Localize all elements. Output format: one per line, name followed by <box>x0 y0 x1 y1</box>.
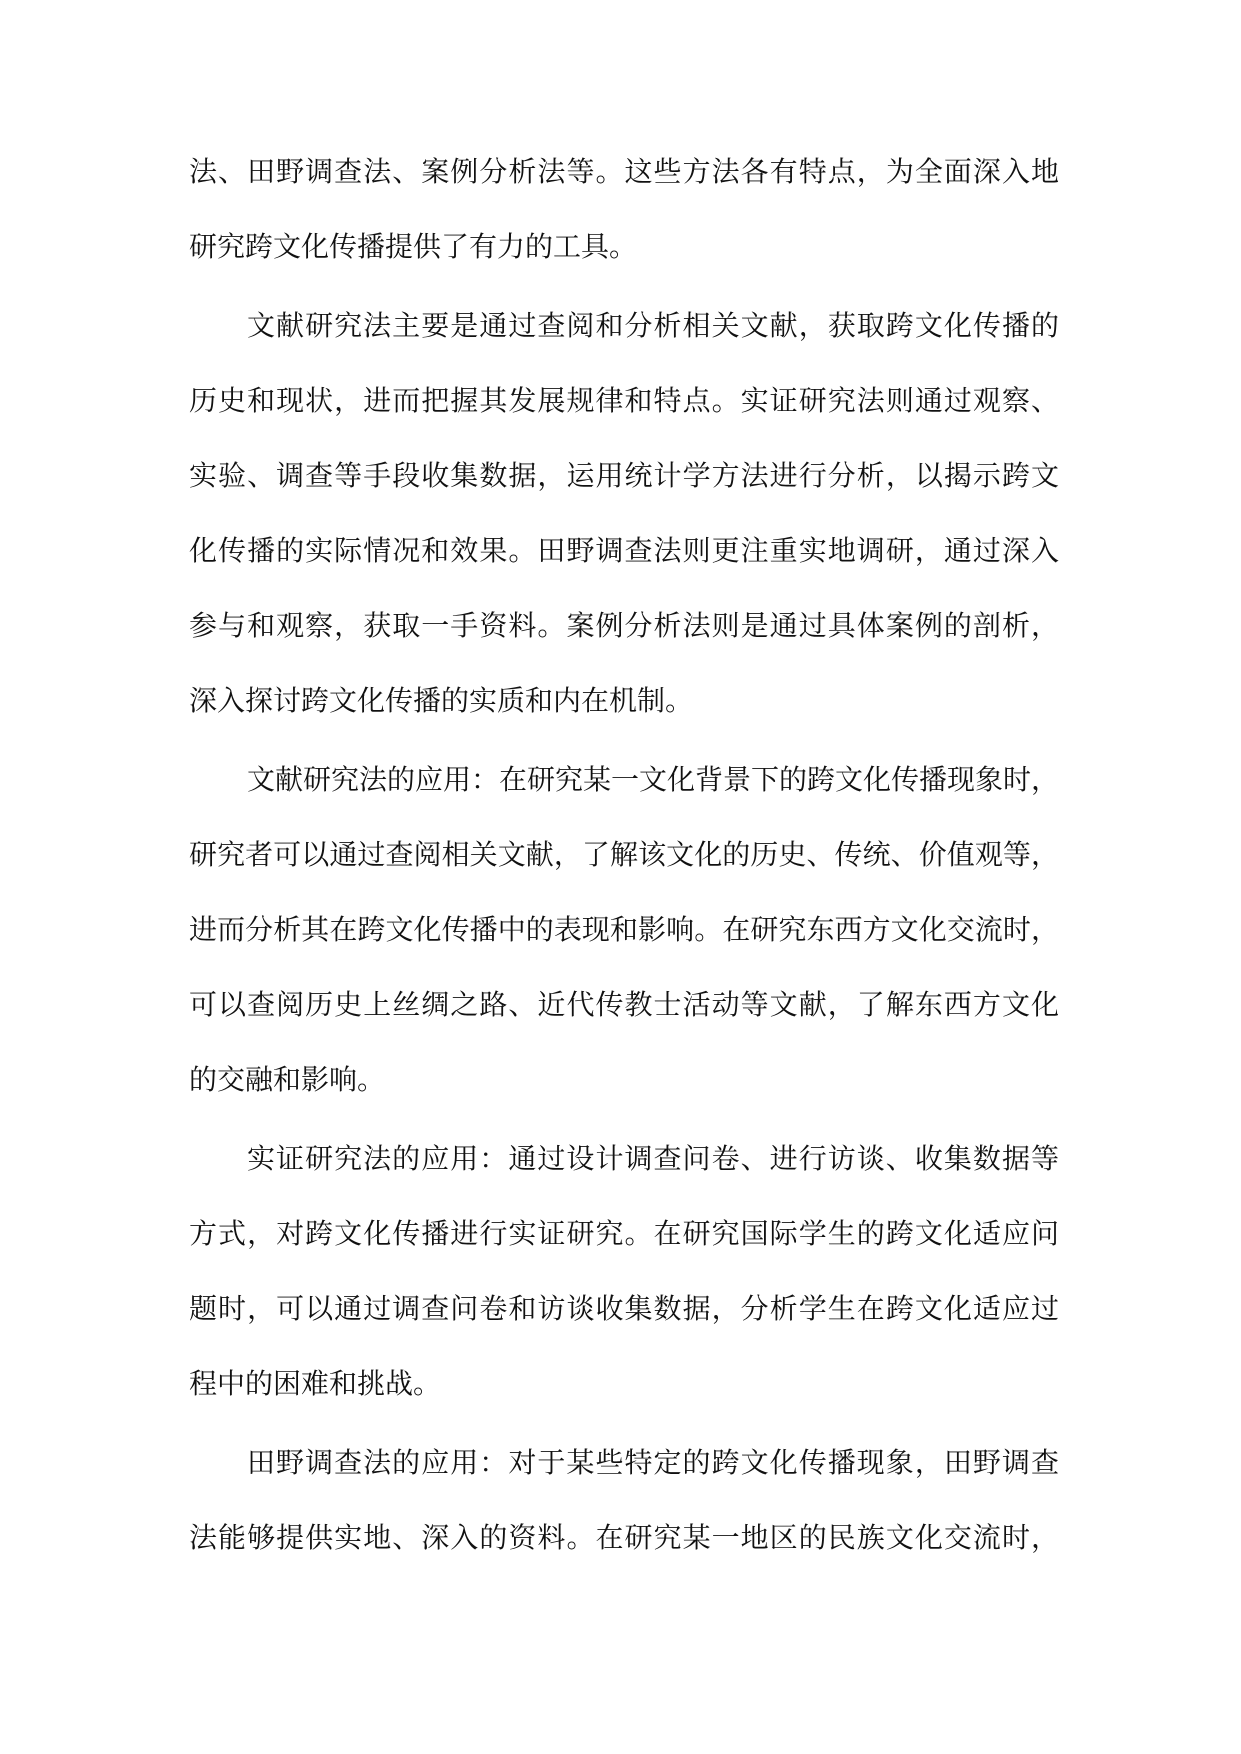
paragraph <box>189 742 1059 1117</box>
text-line: 化传播的实际情况和效果。田野调查法则更注重实地调研，通过深入 <box>189 534 1059 567</box>
text-line: 深入探讨跨文化传播的实质和内在机制。 <box>189 684 694 717</box>
text-line: 题时，可以通过调查问卷和访谈收集数据，分析学生在跨文化适应过 <box>189 1292 1059 1325</box>
text-line: 的交融和影响。 <box>189 1063 386 1096</box>
text-line: 程中的困难和挑战。 <box>189 1367 442 1400</box>
text-line: 文献研究法主要是通过查阅和分析相关文献，获取跨文化传播的 <box>247 309 1059 342</box>
text-line: 文献研究法的应用：在研究某一文化背景下的跨文化传播现象时， <box>247 763 1059 796</box>
text-line: 进而分析其在跨文化传播中的表现和影响。在研究东西方文化交流时， <box>189 913 1059 946</box>
paragraph-continued <box>189 134 1059 284</box>
text-line: 实验、调查等手段收集数据，运用统计学方法进行分析，以揭示跨文 <box>189 459 1059 492</box>
text-line: 参与和观察，获取一手资料。案例分析法则是通过具体案例的剖析， <box>189 609 1059 642</box>
text-line: 实证研究法的应用：通过设计调查问卷、进行访谈、收集数据等 <box>247 1142 1059 1175</box>
text-line: 田野调查法的应用：对于某些特定的跨文化传播现象，田野调查 <box>247 1446 1059 1479</box>
paragraph <box>189 288 1059 738</box>
text-line: 可以查阅历史上丝绸之路、近代传教士活动等文献，了解东西方文化 <box>189 988 1059 1021</box>
text-line: 研究者可以通过查阅相关文献，了解该文化的历史、传统、价值观等， <box>189 838 1059 871</box>
text-line: 历史和现状，进而把握其发展规律和特点。实证研究法则通过观察、 <box>189 384 1059 417</box>
text-line: 法能够提供实地、深入的资料。在研究某一地区的民族文化交流时， <box>189 1521 1059 1554</box>
paragraph <box>189 1121 1059 1421</box>
body-text <box>189 134 1059 1575</box>
text-line: 法、田野调查法、案例分析法等。这些方法各有特点，为全面深入地 <box>189 155 1059 188</box>
text-line: 研究跨文化传播提供了有力的工具。 <box>189 230 638 263</box>
text-line: 方式，对跨文化传播进行实证研究。在研究国际学生的跨文化适应问 <box>189 1217 1059 1250</box>
paragraph <box>189 1425 1059 1575</box>
